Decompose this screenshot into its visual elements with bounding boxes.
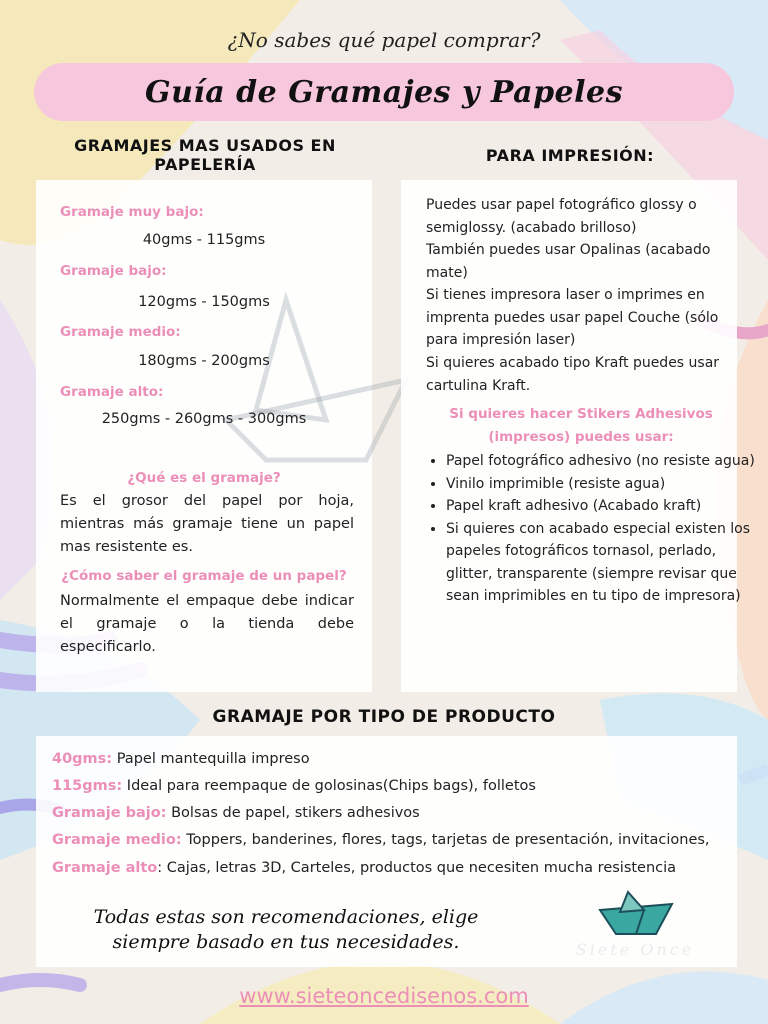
answer-what-is-gramaje: Es el grosor del papel por hoja, mientras más gramaje tiene un papel mas resistente es. [60,493,354,555]
product-row [52,860,676,876]
range-label-bajo: Gramaje bajo: [60,263,167,279]
answer-how-to-know: Normalmente el empaque debe indicar el gramaje o la tienda debe especificarlo. [60,593,354,655]
product-desc: : Cajas, letras 3D, Carteles, productos que necesiten mucha resistencia [157,860,677,876]
impresion-paragraph-1: Puedes usar papel fotográfico glossy o semiglossy. (acabado brilloso) [426,197,697,236]
product-desc: Toppers, banderines, flores, tags, tarjetas de presentación, invitaciones, [181,832,710,848]
paper-boat-icon [598,890,674,940]
product-key: 115gms: [52,778,123,794]
product-key: Gramaje medio: [52,832,182,848]
question-how-to-know: ¿Cómo saber el gramaje de un papel? [61,568,347,584]
productos-card [36,736,737,967]
range-value-medio: 180gms - 200gms [138,353,270,369]
stickers-heading: Si quieres hacer Stikers Adhesivos (impresos) puedes usar: [449,406,713,445]
section-heading-productos: GRAMAJE POR TIPO DE PRODUCTO [212,707,556,727]
section-heading-impresion: PARA IMPRESIÓN: [485,146,655,165]
impresion-paragraph-2: También puedes usar Opalinas (acabado mate) [426,242,711,281]
recommendation-note-line-2: siempre basado en tus necesidades. [112,931,460,953]
range-value-bajo: 120gms - 150gms [138,294,270,310]
tagline: ¿No sabes qué papel comprar? [227,28,541,52]
paper-boat-watermark-icon [216,280,416,480]
page-title: Guía de Gramajes y Papeles [144,74,624,110]
recommendation-note-line-1: Todas estas son recomendaciones, elige [93,906,479,928]
product-desc: Ideal para reempaque de golosinas(Chips bags), folletos [122,778,536,794]
impresion-card [401,180,755,692]
product-desc: Papel mantequilla impreso [112,751,310,767]
product-row [52,778,536,794]
question-what-is-gramaje: ¿Qué es el gramaje? [127,470,281,486]
product-row [52,805,420,821]
product-row [52,832,710,848]
impresion-paragraph-4: Si quieres acabado tipo Kraft puedes usar cartulina Kraft. [426,355,720,394]
product-desc: Bolsas de papel, stikers adhesivos [166,805,420,821]
product-row [52,751,310,767]
product-key: 40gms: [52,751,113,767]
list-item: • Si quieres con acabado especial existen los papeles fotográficos tornasol, perlado, glitter, transparente (siempre revisar que sean imprimibles en tu tipo de impresora) [446,518,756,608]
range-value-muy-bajo: 40gms - 115gms [142,232,266,248]
range-label-muy-bajo: Gramaje muy bajo: [60,204,204,220]
product-key: Gramaje alto [52,860,158,876]
gramajes-card [36,180,372,692]
website-link[interactable]: www.sieteoncedisenos.com [239,984,529,1008]
range-label-medio: Gramaje medio: [60,324,181,340]
impresion-paragraph-3: Si tienes impresora laser o imprimes en imprenta puedes usar papel Couche (sólo para impresión laser) [426,287,719,348]
list-item: • Papel fotográfico adhesivo (no resiste agua) [446,450,756,473]
product-key: Gramaje bajo: [52,805,167,821]
section-heading-gramajes: GRAMAJES MAS USADOS EN PAPELERÍA [74,136,336,174]
list-item: • Papel kraft adhesivo (Acabado kraft) [446,495,756,518]
stickers-list [426,450,756,608]
title-banner [34,63,734,121]
range-label-alto: Gramaje alto: [60,384,164,400]
list-item: • Vinilo imprimible (resiste agua) [446,473,756,496]
range-value-alto: 250gms - 260gms - 300gms [101,411,307,427]
